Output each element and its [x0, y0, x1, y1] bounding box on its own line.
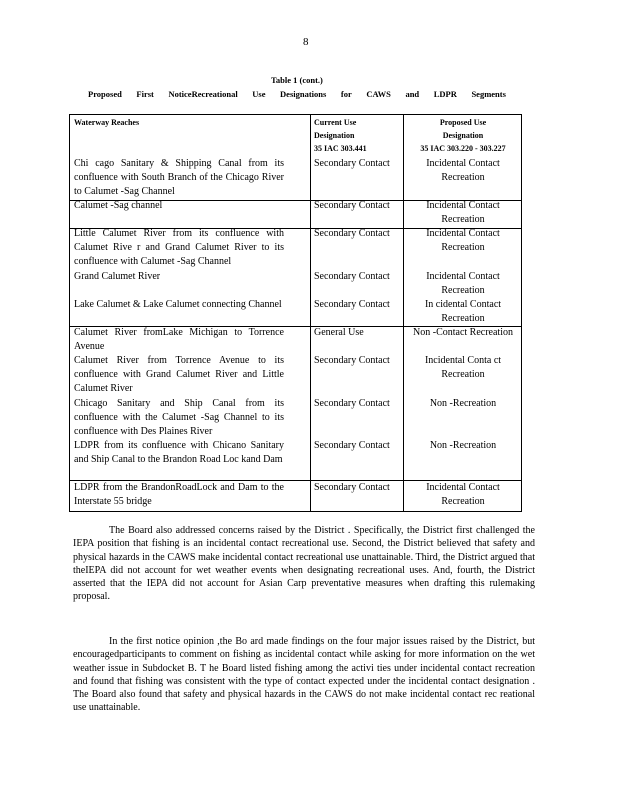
table-row-current: Secondary Contact: [314, 299, 390, 310]
header-line: Designation: [314, 131, 355, 140]
table-row-proposed: Incidental Contact Recreation: [426, 200, 500, 225]
table-row-proposed: Incidental Contact Recreation: [426, 158, 500, 183]
table-caption-subtitle: [88, 89, 506, 99]
header-line: 35 IAC 303.441: [314, 144, 367, 153]
table-border: [69, 511, 522, 512]
table-row-reach: Grand Calumet River: [74, 271, 161, 282]
header-line: Designation: [442, 131, 484, 140]
header-waterway-reaches: Waterway Reaches: [74, 118, 140, 127]
column-divider: [310, 114, 311, 512]
table-row-proposed: Incidental Contact Recreation: [426, 271, 500, 296]
table-row-proposed: In cidental Contact Recreation: [424, 299, 502, 324]
table-row-proposed: Non -Contact Recreation: [413, 327, 513, 338]
caption-word: Segments: [471, 89, 506, 99]
caption-word: and: [405, 89, 420, 99]
header-proposed-designation: [408, 116, 518, 155]
table-row-current: Secondary Contact: [314, 271, 390, 282]
column-divider: [403, 114, 404, 512]
caption-word: for: [340, 89, 352, 99]
table-row-proposed: Incidental Conta ct Recreation: [424, 355, 502, 380]
table-border: [521, 114, 522, 512]
table-row-reach: LDPR from its confluence with Chicano Sanitary and Ship Canal to the Brandon Road Loc kand Dam: [74, 440, 284, 465]
table-row-reach: Little Calumet River from its confluence with Calumet Rive r and Grand Calumet River to its confluence with Calumet -Sag Channel: [74, 228, 284, 267]
table-row-current: General Use: [314, 327, 364, 338]
table-row-current: Secondary Contact: [314, 228, 390, 239]
body-paragraph: The Board also addressed concerns raised by the District . Specifically, the District first challenged the IEPA position that fishing is an incidental contact recreational use. Second, the District believed that safety and physical hazards in the CAWS make incidental contact recreational use unattainable. Third, the District argued that theIEPA did not account for wet weather events when designating recreational uses. And, fourth, the District asserted that the IEPA did not account for Asian Carp preventative measures when drafting this rulemaking proposal.: [73, 525, 535, 603]
table-row-current: Secondary Contact: [314, 482, 390, 493]
table-row-proposed: Non -Recreation: [429, 398, 497, 409]
table-caption-title: Table 1 (cont.): [271, 75, 323, 85]
table-row-reach: Lake Calumet & Lake Calumet connecting Channel: [74, 299, 282, 310]
caption-word: LDPR: [433, 89, 457, 99]
header-line: Proposed Use: [439, 118, 487, 127]
header-line: 35 IAC 303.220 - 303.227: [420, 144, 506, 153]
table-border: [69, 114, 522, 115]
caption-word: CAWS: [366, 89, 391, 99]
table-row-proposed: Incidental Contact Recreation: [426, 228, 500, 253]
header-current-designation: [314, 116, 367, 155]
table-row-reach: Calumet River fromLake Michigan to Torrence Avenue: [74, 327, 284, 352]
table-row-current: Secondary Contact: [314, 200, 390, 211]
caption-word: Designations: [280, 89, 327, 99]
caption-word: NoticeRecreational: [168, 89, 238, 99]
table-row-reach: Calumet River from Torrence Avenue to its confluence with Grand Calumet River and Little Calumet River: [74, 355, 284, 394]
caption-word: First: [136, 89, 154, 99]
body-paragraph: In the first notice opinion ,the Bo ard made findings on the four major issues raised by the District, but encouragedparticipants to comment on fishing as incidental contact while asking for more information on the wet weather issue in Subdocket B. T he Board listed fishing among the activi ties under incidental contact recreation and found that fishing was consistent with the type of contact expected under the incidental contact designation . The Board also found that safety and physical hazards in the CAWS do not make incidental contact rec reational use unattainable.: [73, 636, 535, 714]
table-row-reach: Chi cago Sanitary & Shipping Canal from its confluence with South Branch of the Chicago River to Calumet -Sag Channel: [74, 158, 284, 197]
table-row-proposed: Incidental Contact Recreation: [426, 482, 500, 507]
caption-word: Proposed: [88, 89, 122, 99]
table-row-current: Secondary Contact: [314, 355, 390, 366]
table-row-reach: Calumet -Sag channel: [74, 200, 163, 211]
header-line: Current Use: [314, 118, 357, 127]
page-number: 8: [303, 36, 309, 48]
table-row-current: Secondary Contact: [314, 398, 390, 409]
caption-word: Use: [252, 89, 266, 99]
table-row-reach: LDPR from the BrandonRoadLock and Dam to the Interstate 55 bridge: [74, 482, 284, 507]
table-row-proposed: Non -Recreation: [429, 440, 497, 451]
table-row-current: Secondary Contact: [314, 440, 390, 451]
table-border: [69, 114, 70, 512]
table-row-current: Secondary Contact: [314, 158, 390, 169]
table-row-reach: Chicago Sanitary and Ship Canal from its confluence with the Calumet -Sag Channel to its confluence with Des Plaines River: [74, 398, 284, 437]
